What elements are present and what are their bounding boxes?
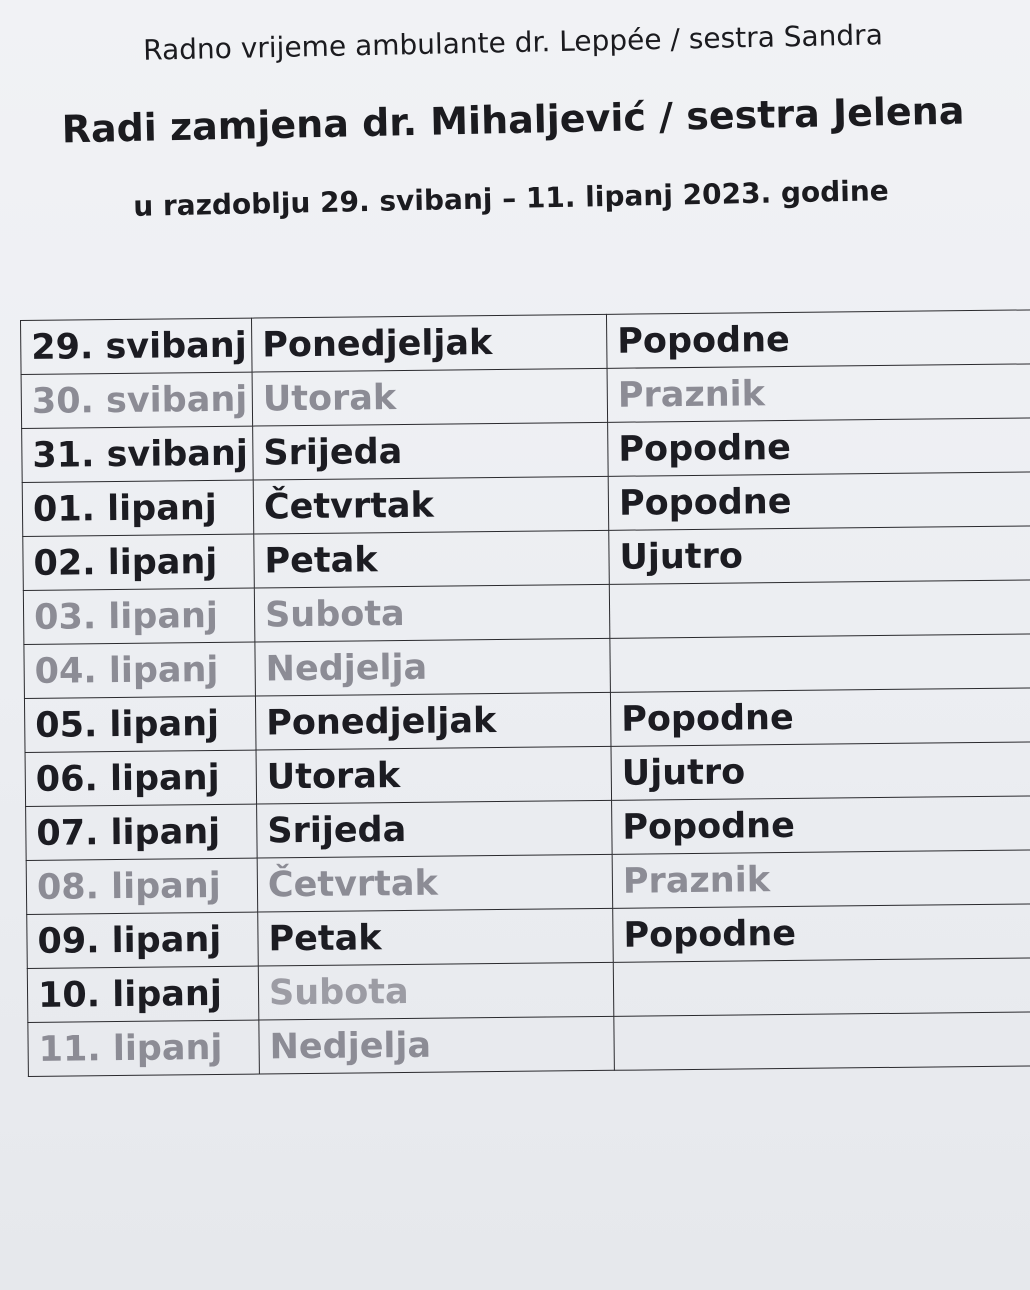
weekday-cell: Petak	[258, 908, 614, 966]
date-cell: 03. lipanj	[23, 588, 255, 644]
date-cell: 06. lipanj	[25, 750, 257, 806]
shift-cell: Popodne	[608, 472, 1030, 531]
date-cell: 09. lipanj	[27, 912, 259, 968]
shift-cell	[614, 1012, 1030, 1071]
schedule-row	[28, 1012, 1030, 1077]
shift-cell: Ujutro	[611, 742, 1030, 801]
date-cell: 04. lipanj	[24, 642, 256, 698]
weekday-cell: Subota	[254, 584, 610, 642]
date-cell: 07. lipanj	[26, 804, 258, 860]
shift-cell: Praznik	[612, 850, 1030, 909]
shift-cell: Popodne	[612, 796, 1030, 855]
shift-cell: Popodne	[610, 688, 1030, 747]
shift-cell: Popodne	[608, 418, 1030, 477]
date-cell: 29. svibanj	[21, 318, 253, 374]
weekday-cell: Petak	[254, 530, 610, 588]
shift-cell: Popodne	[613, 904, 1030, 963]
clinic-hours-title: Radno vrijeme ambulante dr. Leppée / sestra Sandra	[142, 18, 884, 67]
date-cell: 10. lipanj	[27, 966, 259, 1022]
weekday-cell: Utorak	[252, 368, 608, 426]
weekday-cell: Četvrtak	[253, 476, 609, 534]
weekday-cell: Nedjelja	[255, 638, 611, 696]
date-cell: 02. lipanj	[23, 534, 255, 590]
date-cell: 05. lipanj	[24, 696, 256, 752]
schedule-table-container	[20, 309, 1030, 1077]
substitute-title: Radi zamjena dr. Mihaljević / sestra Jelena	[61, 88, 965, 152]
shift-cell	[609, 580, 1030, 639]
date-cell: 08. lipanj	[26, 858, 258, 914]
date-cell: 11. lipanj	[28, 1020, 260, 1076]
weekday-cell: Ponedjeljak	[255, 692, 611, 750]
shift-cell: Ujutro	[609, 526, 1030, 585]
weekday-cell: Četvrtak	[257, 854, 613, 912]
weekday-cell: Srijeda	[253, 422, 609, 480]
shift-cell	[610, 634, 1030, 693]
weekday-cell: Utorak	[256, 746, 612, 804]
schedule-table	[20, 309, 1030, 1077]
date-cell: 30. svibanj	[21, 372, 253, 428]
period-subtitle: u razdoblju 29. svibanj – 11. lipanj 2023. godine	[132, 174, 890, 223]
shift-cell: Popodne	[606, 310, 1030, 369]
shift-cell	[613, 958, 1030, 1017]
weekday-cell: Srijeda	[257, 800, 613, 858]
weekday-cell: Nedjelja	[259, 1016, 615, 1074]
date-cell: 31. svibanj	[22, 426, 254, 482]
shift-cell: Praznik	[607, 364, 1030, 423]
weekday-cell: Ponedjeljak	[251, 314, 607, 372]
weekday-cell: Subota	[258, 962, 614, 1020]
date-cell: 01. lipanj	[22, 480, 254, 536]
